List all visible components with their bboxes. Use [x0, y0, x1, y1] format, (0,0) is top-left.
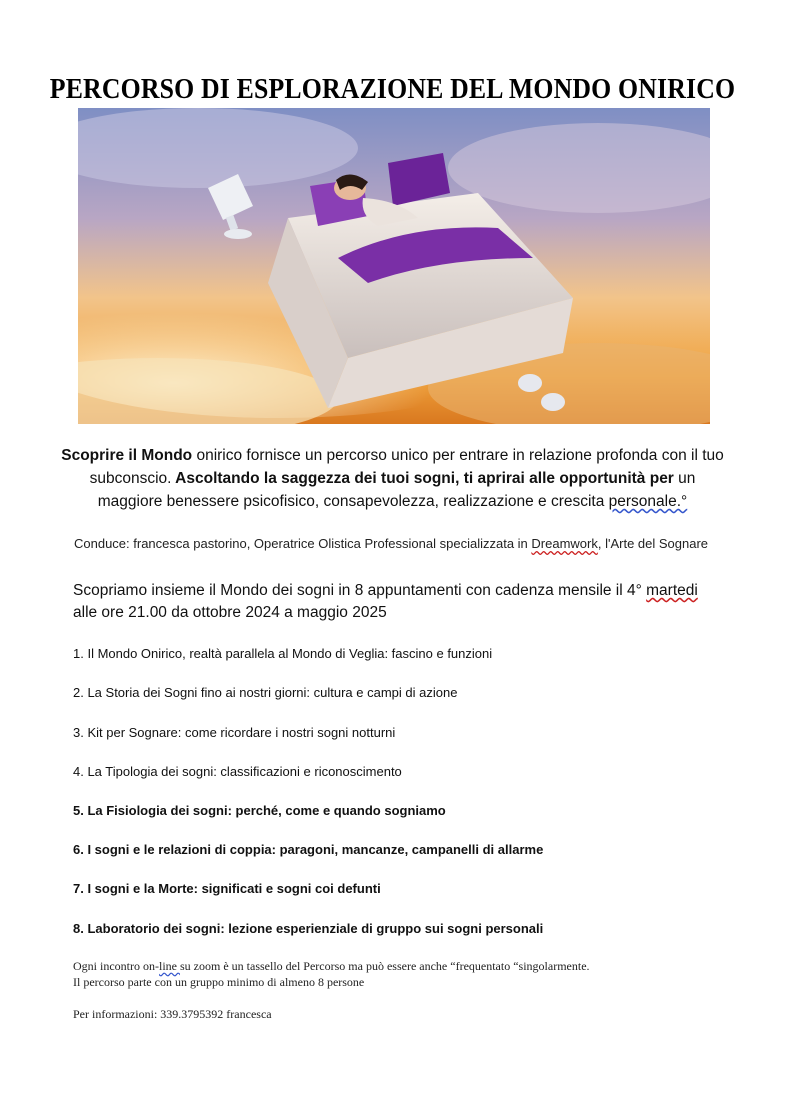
program-text: Scopriamo insieme il Mondo dei sogni in 8 appuntamenti con cadenza mensile il 4°	[73, 582, 647, 599]
intro-text-2: un maggiore benessere psicofisico, consapevolezza, realizzazione e crescita	[97, 470, 696, 510]
online-word: line	[159, 959, 180, 973]
note-text-end: su zoom è un tassello del Percorso ma può essere anche “frequentato “singolarmente.	[180, 959, 590, 973]
session-item: 7. I sogni e la Morte: significati e sogni coi defunti	[73, 881, 381, 896]
notes	[73, 958, 753, 990]
session-item: 2. La Storia dei Sogni fino ai nostri giorni: cultura e campi di azione	[73, 685, 458, 700]
note-line-2: Il percorso parte con un gruppo minimo di almeno 8 persone	[73, 975, 365, 989]
page-title: PERCORSO DI ESPLORAZIONE DEL MONDO ONIRICO	[49, 74, 736, 105]
hero-image	[78, 108, 710, 424]
program-text-end: alle ore 21.00 da ottobre 2024 a maggio 2025	[73, 604, 387, 621]
session-item: 5. La Fisiologia dei sogni: perché, come e quando sogniamo	[73, 803, 446, 818]
intro-underlined-word: personale.°	[608, 493, 688, 510]
conductor-line	[74, 536, 774, 551]
session-item: 3. Kit per Sognare: come ricordare i nostri sogni notturni	[73, 725, 396, 740]
intro-bold-2: Ascoltando la saggezza dei tuoi sogni, ti aprirai alle opportunità per	[171, 470, 674, 487]
session-item: 1. Il Mondo Onirico, realtà parallela al Mondo di Veglia: fascino e funzioni	[73, 646, 493, 661]
intro-paragraph	[60, 444, 725, 513]
intro-bold-1: Scoprire il Mondo	[61, 447, 193, 464]
contact-info: Per informazioni: 339.3795392 francesca	[73, 1007, 272, 1021]
martedi-word: martedi	[646, 582, 698, 599]
note-line-1	[73, 958, 753, 974]
dreamwork-word: Dreamwork	[531, 536, 598, 551]
session-item: 8. Laboratorio dei sogni: lezione esperienziale di gruppo sui sogni personali	[73, 921, 544, 936]
note-text: Ogni incontro on-	[73, 959, 159, 973]
program-summary	[73, 580, 713, 624]
conductor-text-end: , l'Arte del Sognare	[597, 536, 709, 551]
session-item: 6. I sogni e le relazioni di coppia: paragoni, mancanze, campanelli di allarme	[73, 842, 544, 857]
conductor-text: Conduce: francesca pastorino, Operatrice Olistica Professional specializzata in	[74, 536, 532, 551]
intro-text-1: onirico fornisce un percorso unico per entrare in relazione profonda con il tuo subconscio.	[89, 447, 724, 487]
session-item: 4. La Tipologia dei sogni: classificazioni e riconoscimento	[73, 764, 402, 779]
